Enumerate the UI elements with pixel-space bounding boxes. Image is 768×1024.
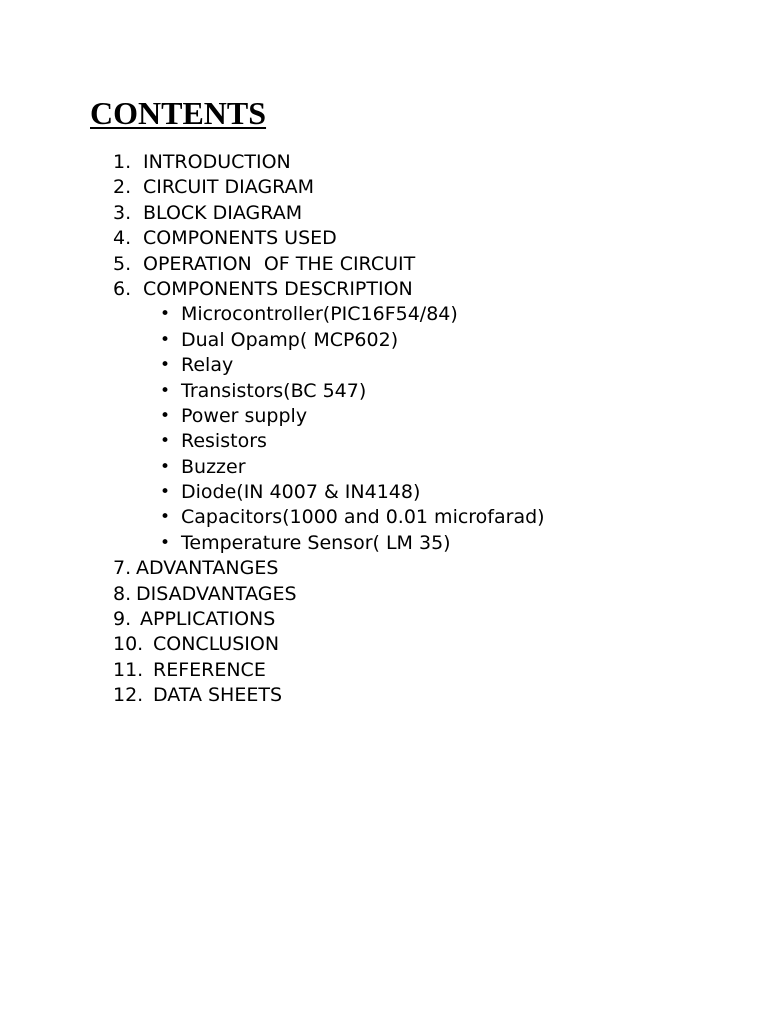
toc-subitem-label: Transistors(BC 547): [181, 379, 367, 402]
toc-item-label: OPERATION OF THE CIRCUIT: [143, 252, 416, 275]
toc-item-disadvantages: [0, 582, 768, 607]
bullet-icon: •: [160, 329, 171, 350]
toc-item-circuit-diagram: [0, 175, 768, 200]
bullet-icon: •: [160, 405, 171, 426]
toc-item-label: INTRODUCTION: [143, 151, 291, 173]
page-title: CONTENTS: [90, 95, 267, 131]
toc-subitem-capacitors: [0, 505, 768, 530]
toc-item-number: 5.: [113, 252, 132, 275]
toc-item-introduction: [0, 150, 768, 175]
toc-item-block-diagram: [0, 201, 768, 226]
toc-item-label: COMPONENTS DESCRIPTION: [143, 277, 413, 300]
bullet-icon: •: [160, 304, 171, 325]
toc-item-advantages: [0, 556, 768, 581]
bullet-icon: •: [160, 431, 171, 452]
toc-subitem-resistors: [0, 429, 768, 454]
toc-item-label: DATA SHEETS: [153, 684, 283, 707]
toc-item-reference: [0, 658, 768, 683]
bullet-icon: •: [160, 507, 171, 528]
toc-subitem-label: Temperature Sensor( LM 35): [181, 531, 451, 554]
toc-subitem-relay: [0, 353, 768, 378]
toc-item-components-used: [0, 226, 768, 251]
toc-subitem-transistors: [0, 379, 768, 404]
toc-item-number: 7.: [113, 557, 132, 580]
toc-subitem-label: Microcontroller(PIC16F54/84): [181, 303, 458, 326]
toc-subitem-diode: [0, 480, 768, 505]
toc-item-number: 9.: [113, 608, 132, 631]
toc-item-applications: [0, 607, 768, 632]
toc-item-number: 11.: [113, 658, 144, 681]
toc-subitem-temperature-sensor: [0, 531, 768, 556]
toc-subitem-label: Capacitors(1000 and 0.01 microfarad): [181, 506, 545, 529]
toc-item-label: ADVANTANGES: [136, 557, 279, 580]
bullet-icon: •: [160, 355, 171, 376]
bullet-icon: •: [160, 482, 171, 503]
toc-item-number: 12.: [113, 684, 144, 707]
toc-subitem-label: Power supply: [181, 404, 308, 427]
bullet-icon: •: [160, 456, 171, 477]
toc-item-data-sheets: [0, 683, 768, 708]
toc-subitem-microcontroller: [0, 302, 768, 327]
toc-item-label: CONCLUSION: [153, 633, 280, 656]
toc-item-number: 2.: [113, 176, 132, 199]
toc-subitem-buzzer: [0, 455, 768, 480]
toc-item-number: 8.: [113, 582, 132, 605]
toc-subitem-dual-opamp: [0, 328, 768, 353]
toc-item-label: COMPONENTS USED: [143, 227, 337, 250]
toc-item-number: 10.: [113, 633, 144, 656]
bullet-icon: •: [160, 380, 171, 401]
toc-item-number: 1.: [113, 151, 132, 173]
toc-item-label: REFERENCE: [153, 658, 266, 681]
toc-item-label: BLOCK DIAGRAM: [143, 201, 303, 224]
toc-item-operation: [0, 252, 768, 277]
toc-subitem-label: Relay: [181, 354, 234, 377]
toc-subitem-label: Buzzer: [181, 455, 246, 478]
table-of-contents: [0, 150, 768, 709]
toc-subitem-label: Diode(IN 4007 & IN4148): [181, 481, 421, 504]
toc-subitem-label: Dual Opamp( MCP602): [181, 328, 399, 351]
toc-item-number: 4.: [113, 227, 132, 250]
toc-item-label: CIRCUIT DIAGRAM: [143, 176, 314, 199]
toc-subitem-label: Resistors: [181, 430, 267, 453]
toc-item-components-description: [0, 277, 768, 302]
toc-item-number: 6.: [113, 277, 132, 300]
toc-subitem-power-supply: [0, 404, 768, 429]
toc-item-label: DISADVANTAGES: [136, 582, 297, 605]
toc-item-conclusion: [0, 632, 768, 657]
bullet-icon: •: [160, 532, 171, 553]
toc-item-label: APPLICATIONS: [140, 608, 276, 631]
toc-item-number: 3.: [113, 201, 132, 224]
